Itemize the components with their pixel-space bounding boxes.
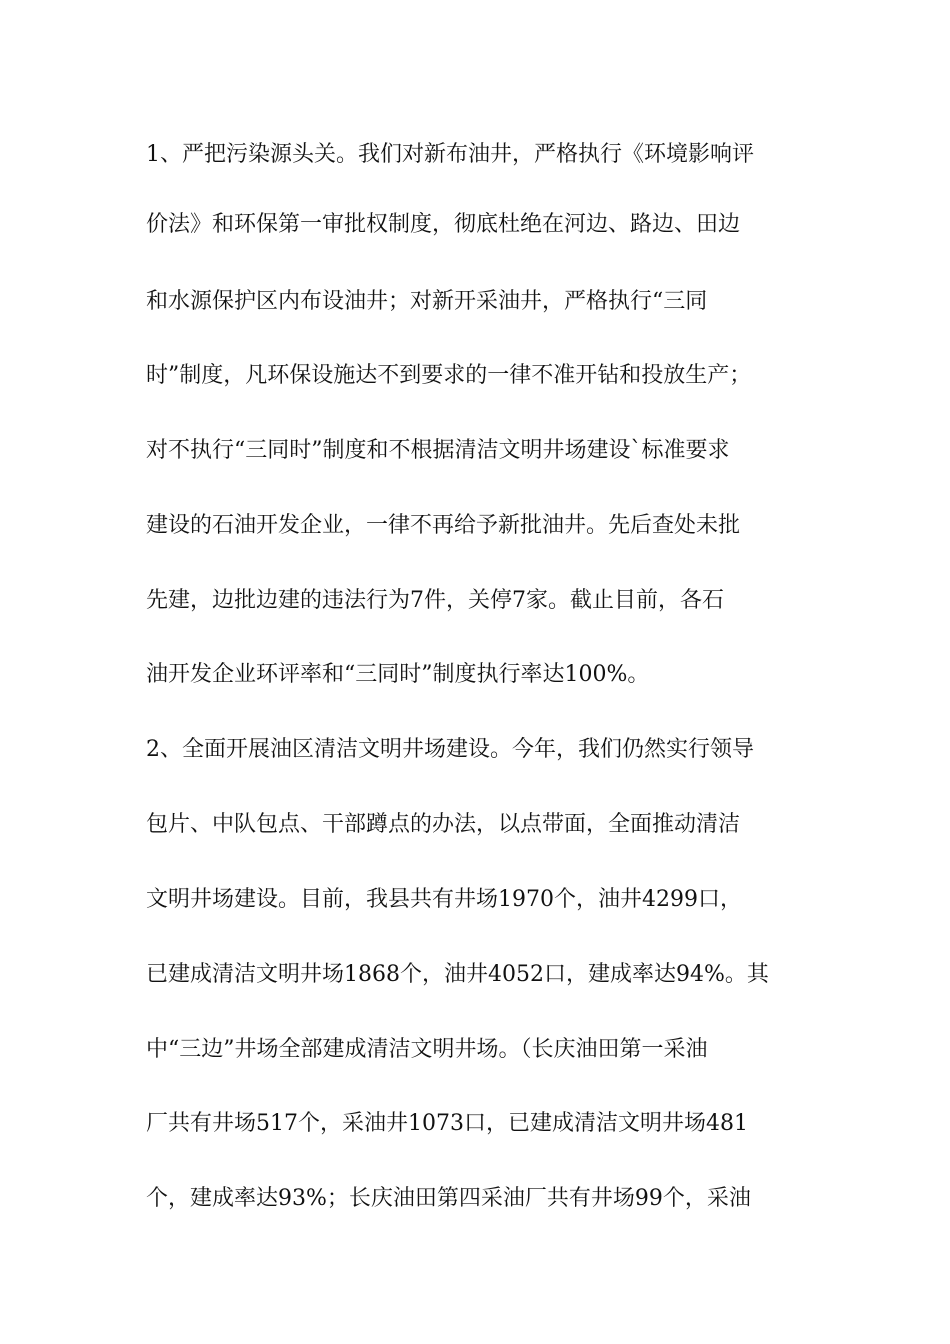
text-line: 油开发企业环评率和“三同时”制度执行率达100%。	[146, 662, 650, 687]
text-line: 建设的石油开发企业，一律不再给予新批油井。先后查处未批	[146, 513, 741, 538]
text-line: 和水源保护区内布设油井；对新开采油井，严格执行“三同	[146, 289, 708, 314]
text-line: 价法》和环保第一审批权制度，彻底杜绝在河边、路边、田边	[146, 212, 741, 237]
text-line: 对不执行“三同时”制度和不根据清洁文明井场建设`标准要求	[146, 438, 730, 463]
text-line: 先建，边批边建的违法行为7件，关停7家。截止目前，各石	[146, 588, 724, 613]
text-line: 已建成清洁文明井场1868个，油井4052口，建成率达94%。其	[146, 962, 769, 987]
text-line: 1、严把污染源头关。我们对新布油井，严格执行《环境影响评	[146, 142, 754, 167]
text-line: 厂共有井场517个，采油井1073口，已建成清洁文明井场481	[146, 1111, 748, 1136]
text-line: 包片、中队包点、干部蹲点的办法，以点带面，全面推动清洁	[146, 812, 741, 837]
text-line: 时”制度，凡环保设施达不到要求的一律不准开钻和投放生产；	[146, 363, 752, 388]
text-line: 文明井场建设。目前，我县共有井场1970个，油井4299口，	[146, 887, 742, 912]
text-line: 个，建成率达93%；长庆油田第四采油厂共有井场99个，采油	[146, 1186, 751, 1211]
text-line: 2、全面开展油区清洁文明井场建设。今年，我们仍然实行领导	[146, 737, 754, 762]
text-line: 中“三边”井场全部建成清洁文明井场。（长庆油田第一采油	[146, 1037, 708, 1062]
